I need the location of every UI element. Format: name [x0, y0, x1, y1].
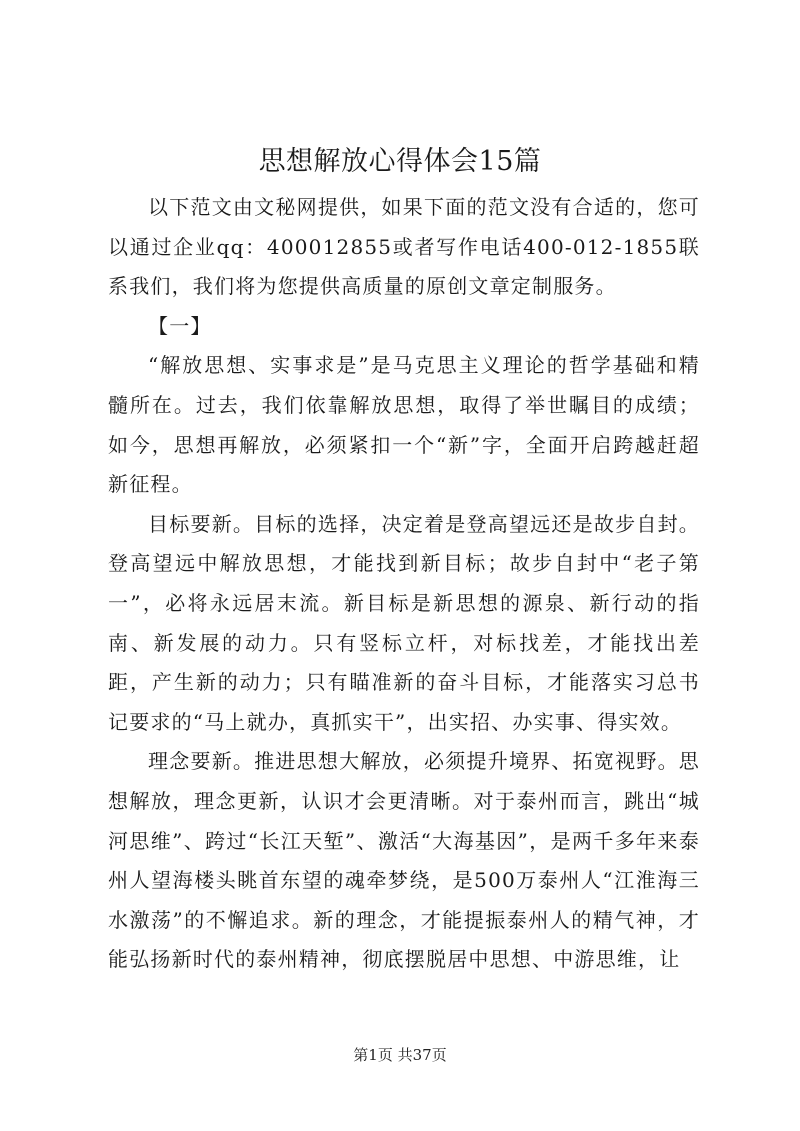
body-paragraph: “解放思想、实事求是”是马克思主义理论的哲学基础和精髓所在。过去，我们依靠解放思想，取得了举世瞩目的成绩；如今，思想再解放，必须紧扣一个“新”字，全面开启跨越赶超新征程。 — [108, 353, 700, 497]
intro-paragraph: 以下范文由文秘网提供，如果下面的范文没有合适的，您可以通过企业qq：400012855或者写作电话400-012-1855联系我们，我们将为您提供高质量的原创文章定制服务。 — [108, 195, 700, 299]
document-body — [108, 188, 700, 980]
page-number-footer: 第1页 共37页 — [353, 1046, 447, 1064]
body-paragraph: 理念要新。推进思想大解放，必须提升境界、拓宽视野。思想解放，理念更新，认识才会更清晰。对于泰州而言，跳出“城河思维”、跨过“长江天堑”、激活“大海基因”，是两千多年来泰州人望海楼头眺首东望的魂牵梦绕，是500万泰州人“江淮海三水激荡”的不懈追求。新的理念，才能提振泰州人的精气神，才能弘扬新时代的泰州精神，彻底摆脱居中思想、中游思维，让 — [108, 749, 700, 972]
document-title: 思想解放心得体会15篇 — [258, 146, 542, 177]
section-heading: 【一】 — [148, 313, 212, 338]
body-paragraph: 目标要新。目标的选择，决定着是登高望远还是故步自封。登高望远中解放思想，才能找到新目标；故步自封中“老子第一”，必将永远居末流。新目标是新思想的源泉、新行动的指南、新发展的动力。只有竖标立杆，对标找差，才能找出差距，产生新的动力；只有瞄准新的奋斗目标，才能落实习总书记要求的“马上就办，真抓实干”，出实招、办实事、得实效。 — [108, 511, 700, 734]
